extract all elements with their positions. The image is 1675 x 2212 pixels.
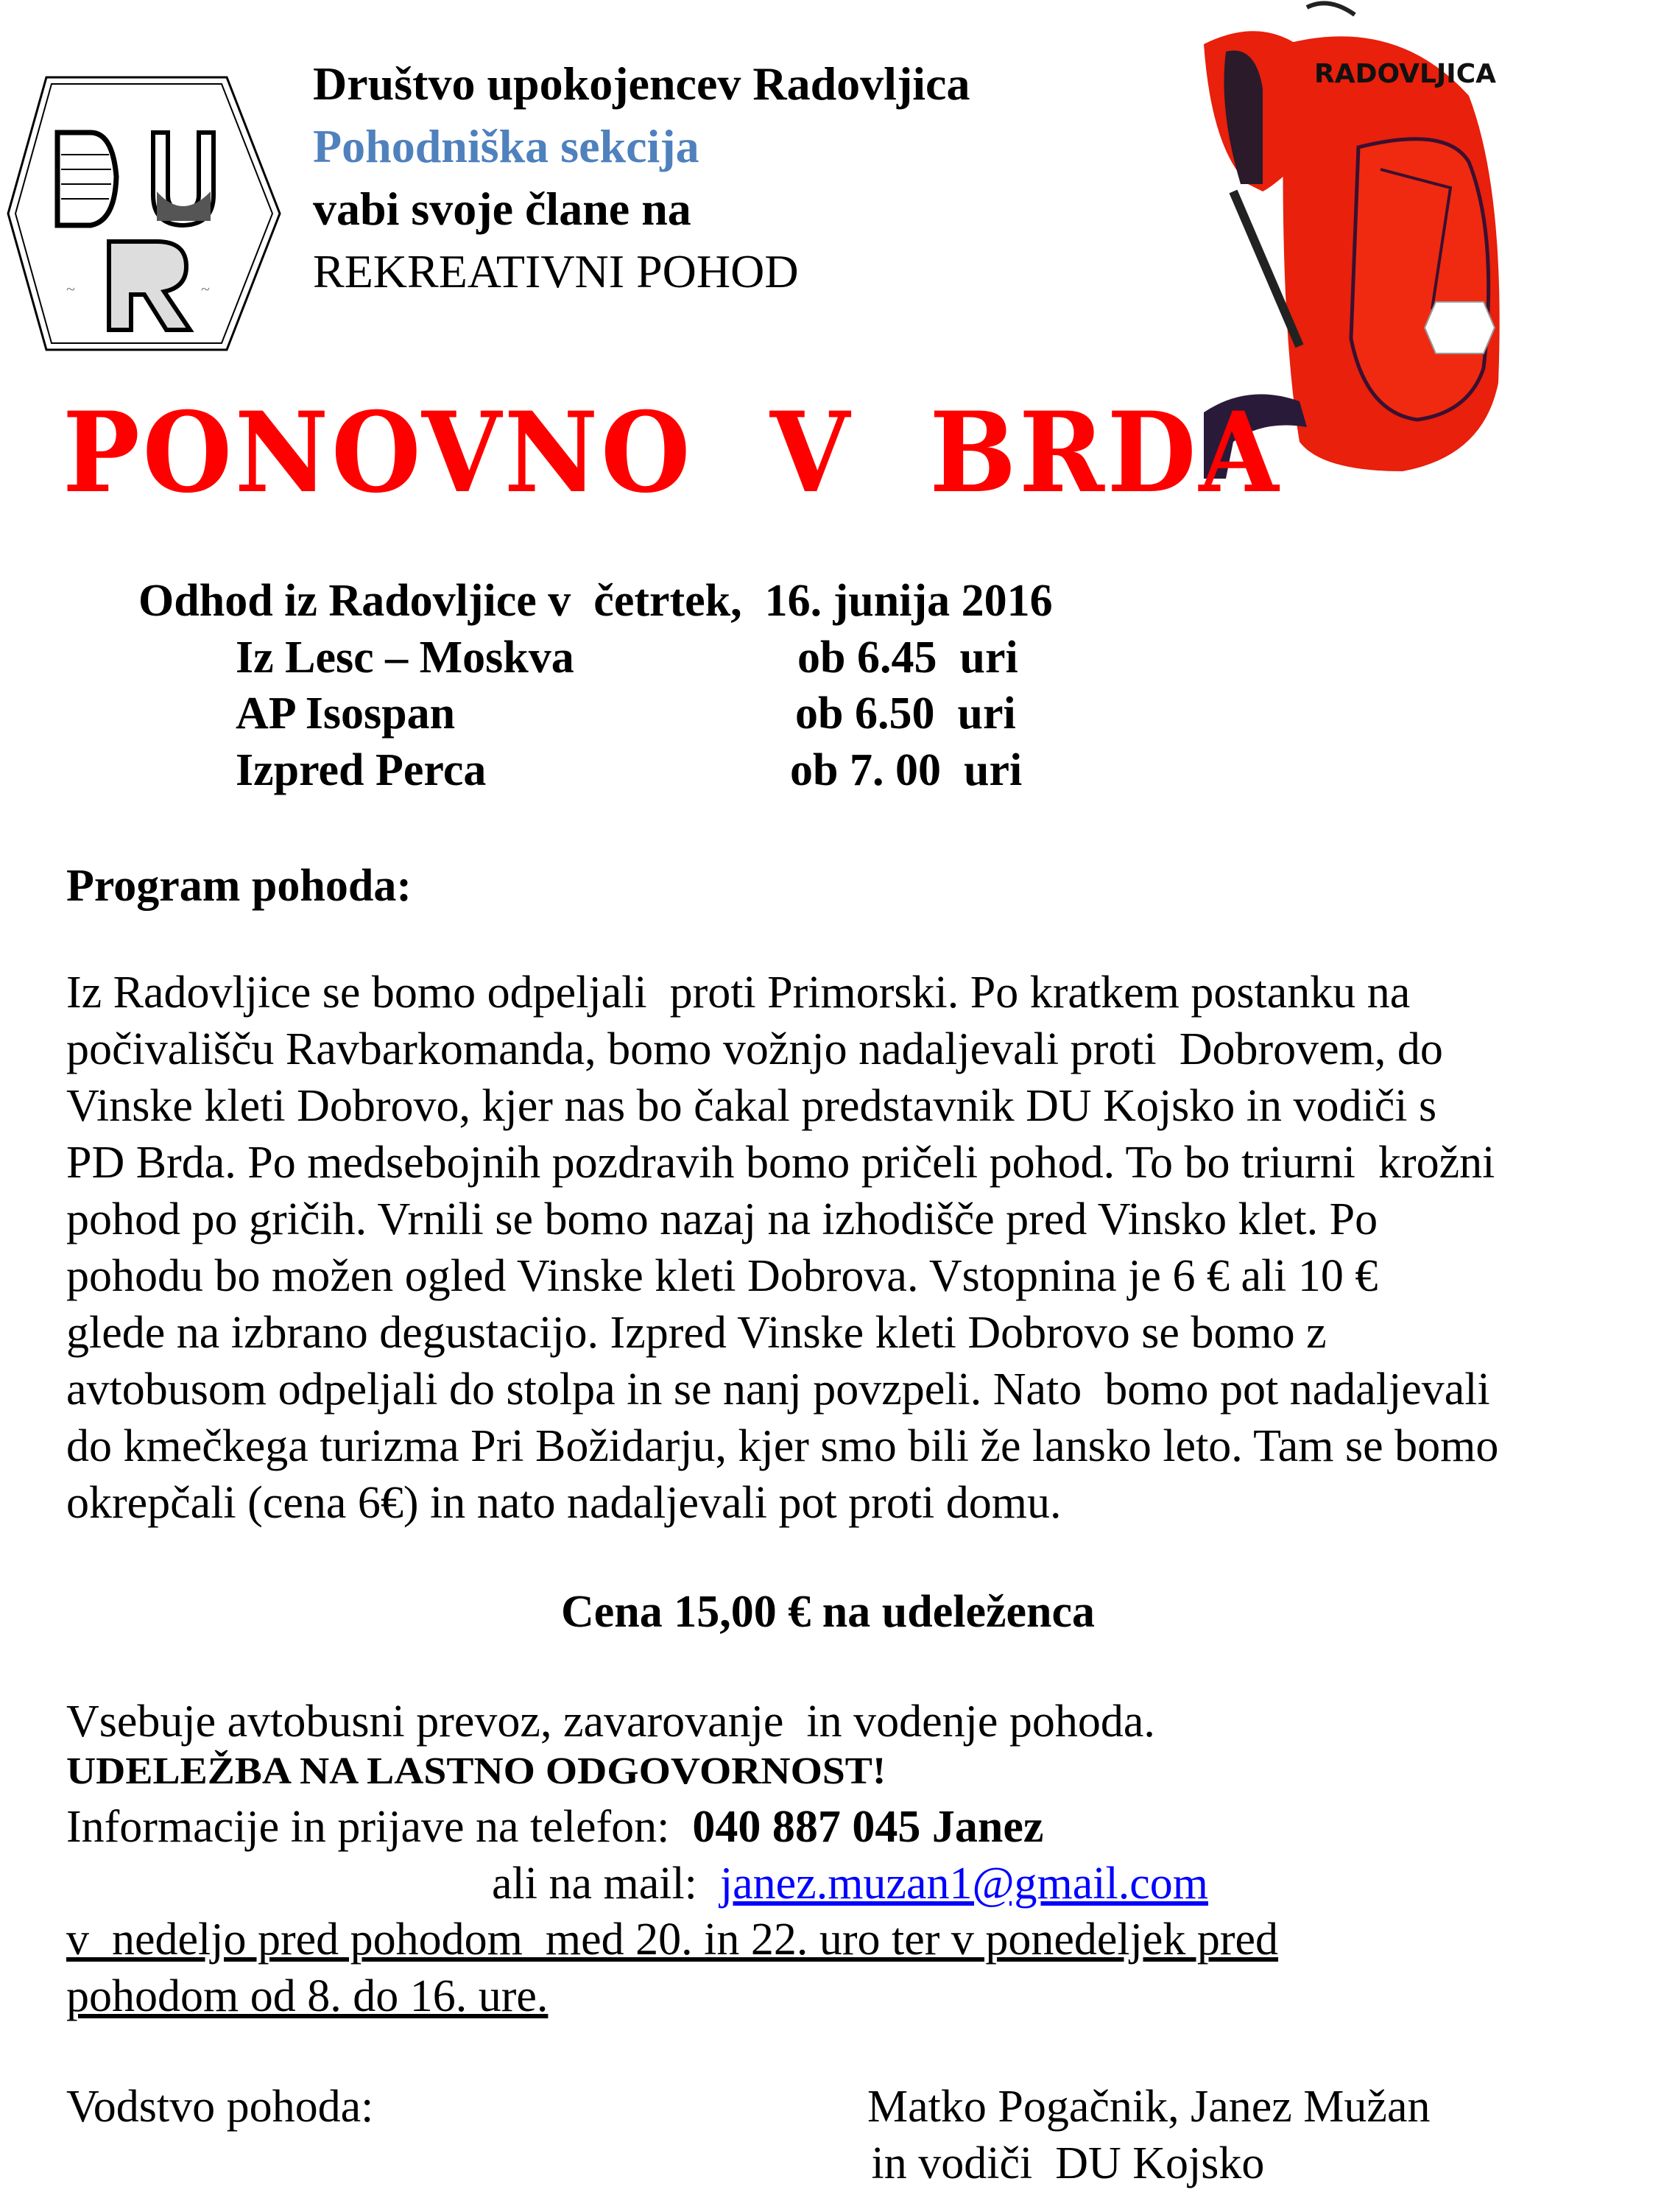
- leadership-guides: in vodiči DU Kojsko: [860, 2138, 1265, 2188]
- program-line: pohod po gričih. Vrnili se bomo nazaj na izhodišče pred Vinsko klet. Po: [66, 1194, 1378, 1244]
- event-type: REKREATIVNI POHOD: [313, 245, 799, 297]
- leadership-label: Vodstvo pohoda:: [66, 2082, 374, 2132]
- program-line: Iz Radovljice se bomo odpeljali proti Primorski. Po kratkem postanku na: [66, 968, 1411, 1018]
- contact-hours-line-2: pohodom od 8. do 16. ure.: [66, 1971, 549, 2021]
- program-line: Vinske kleti Dobrovo, kjer nas bo čakal predstavnik DU Kojsko in vodiči s: [66, 1081, 1437, 1131]
- phone-label: Informacije in prijave na telefon:: [66, 1802, 693, 1852]
- program-heading: Program pohoda:: [66, 861, 412, 911]
- stop-place: AP Isospan: [236, 688, 456, 739]
- program-line: PD Brda. Po medsebojnih pozdravih bomo pričeli pohod. To bo triurni krožni: [66, 1138, 1495, 1188]
- stop-time: ob 7. 00 uri: [790, 745, 1023, 795]
- stop-time: ob 6.45 uri: [797, 633, 1018, 683]
- stop-place: Iz Lesc – Moskva: [236, 633, 574, 683]
- phone-line: [66, 1804, 1043, 1850]
- du-radovljica-logo: [6, 74, 286, 353]
- logo-letter-r: [109, 242, 190, 330]
- includes-text: Vsebuje avtobusni prevoz, zavarovanje in vodenje pohoda.: [66, 1697, 1155, 1747]
- price: Cena 15,00 € na udeleženca: [561, 1587, 1096, 1637]
- program-line: do kmečkega turizma Pri Božidarju, kjer smo bili že lansko leto. Tam se bomo: [66, 1421, 1499, 1471]
- program-line: okrepčali (cena 6€) in nato nadaljevali pot proti domu.: [66, 1478, 1062, 1528]
- program-line: avtobusom odpeljali do stolpa in se nanj povzpeli. Nato bomo pot nadaljevali: [66, 1364, 1490, 1415]
- event-title: PONOVNO V BRDA: [63, 388, 1282, 518]
- program-line: glede na izbrano degustacijo. Izpred Vinske kleti Dobrovo se bomo z: [66, 1308, 1327, 1358]
- invite-text: vabi svoje člane na: [313, 183, 691, 235]
- program-line: pohodu bo možen ogled Vinske kleti Dobrova. Vstopnina je 6 € ali 10 €: [66, 1251, 1378, 1301]
- section-name: Pohodniška sekcija: [313, 120, 699, 172]
- svg-text:~: ~: [201, 280, 210, 298]
- logo-letter-u: [153, 133, 214, 225]
- mail-line: [492, 1859, 1209, 1909]
- organization-name: Društvo upokojencev Radovljica: [313, 57, 970, 110]
- departure-headline: Odhod iz Radovljice v četrtek, 16. junija 2016: [138, 576, 1053, 626]
- program-paragraph: [66, 965, 1649, 1532]
- backpack-label: RADOVLJICA: [1314, 59, 1496, 89]
- program-line: počivališču Ravbarkomanda, bomo vožnjo nadaljevali proti Dobrovem, do: [66, 1024, 1443, 1074]
- stop-time: ob 6.50 uri: [795, 688, 1016, 739]
- mail-label: ali na mail:: [492, 1859, 720, 1909]
- stop-place: Izpred Perca: [236, 745, 487, 795]
- logo-letter-d: [57, 133, 116, 225]
- svg-text:~: ~: [66, 280, 75, 298]
- contact-hours-line-1: v nedeljo pred pohodom med 20. in 22. uro ter v ponedeljek pred: [66, 1915, 1279, 1965]
- disclaimer: UDELEŽBA NA LASTNO ODGOVORNOST!: [66, 1750, 886, 1792]
- phone-number[interactable]: 040 887 045 Janez: [692, 1802, 1044, 1852]
- leadership-names: Matko Pogačnik, Janez Mužan: [867, 2082, 1431, 2132]
- backpack-logo-patch: [1425, 302, 1495, 353]
- email-link[interactable]: janez.muzan1@gmail.com: [719, 1859, 1209, 1909]
